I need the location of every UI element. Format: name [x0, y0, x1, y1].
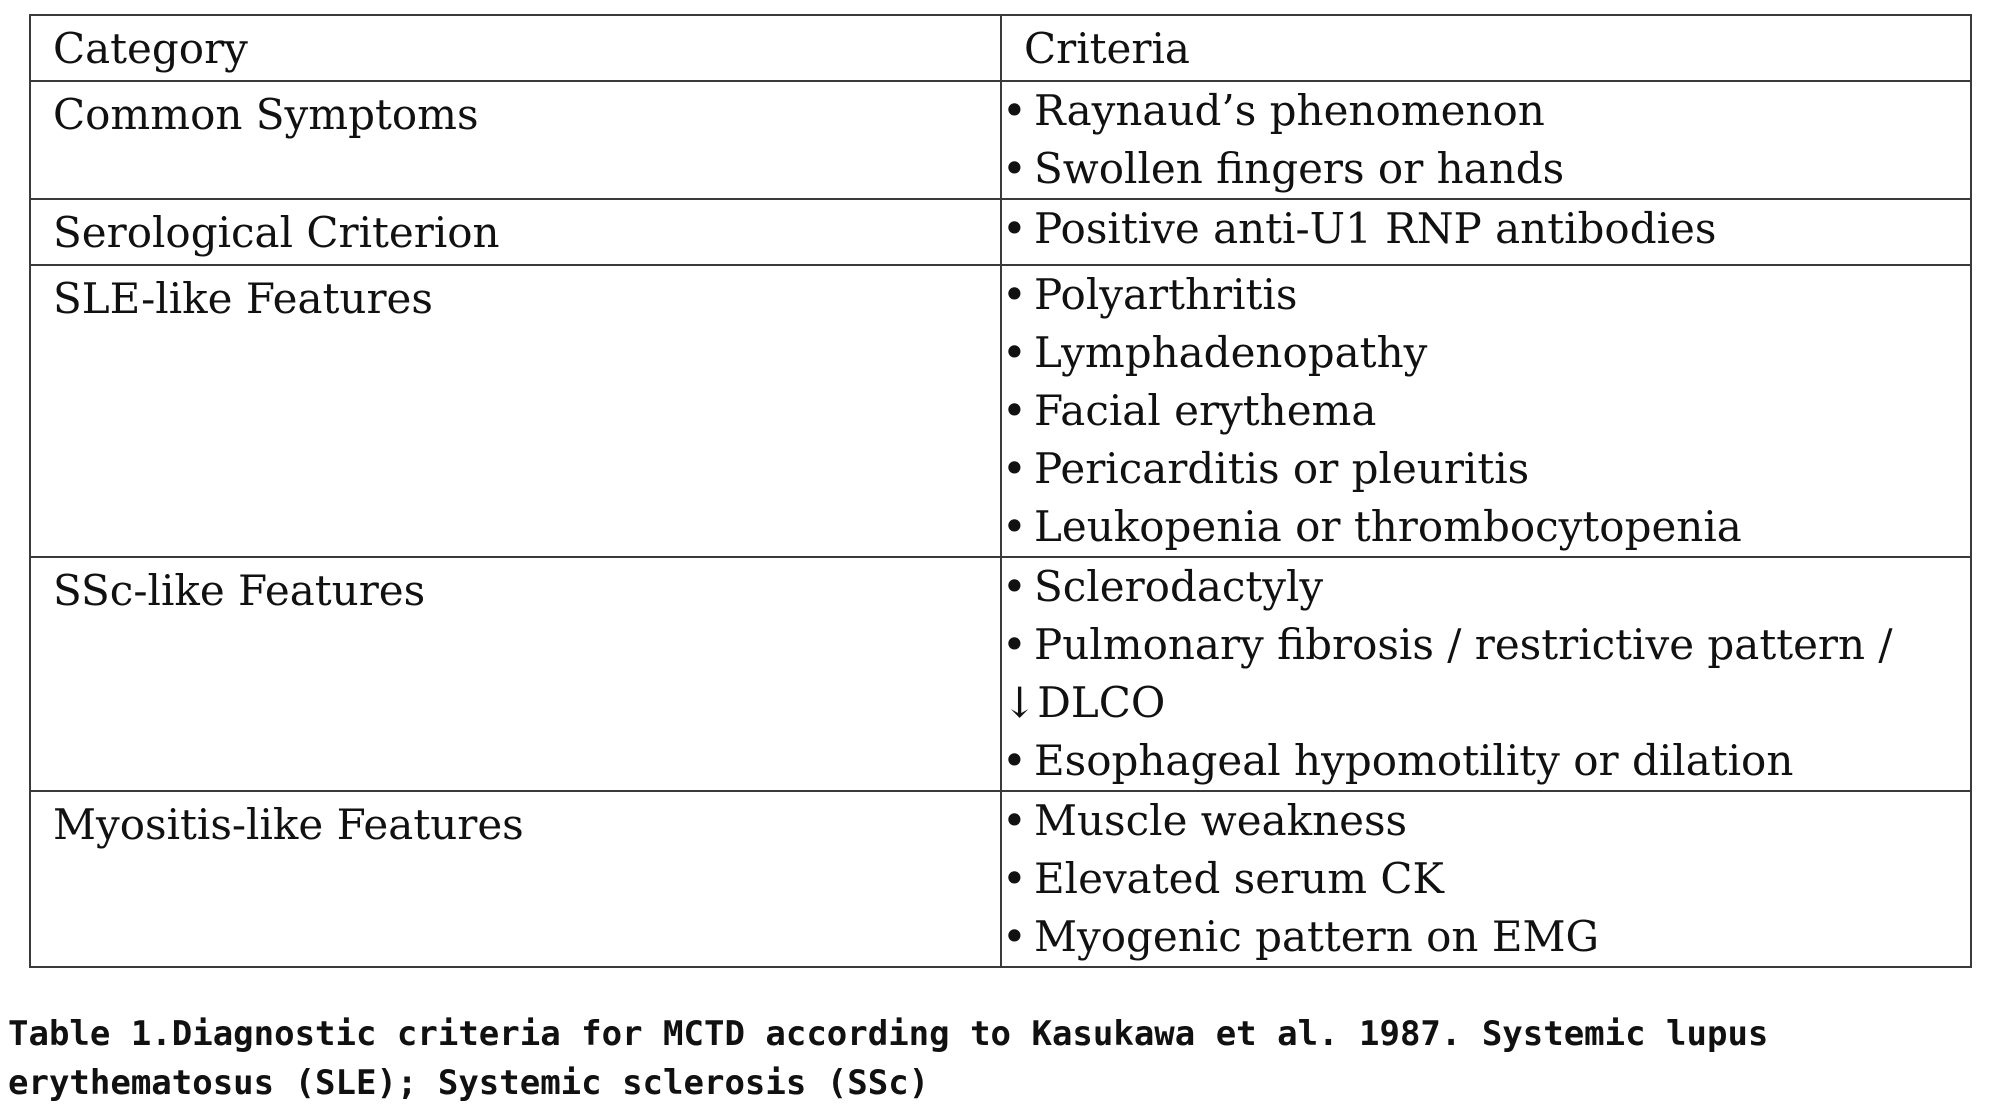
bullet-icon: • [1002, 502, 1027, 551]
category-label: Common Symptoms [53, 90, 479, 139]
table-row [30, 557, 1971, 791]
criteria-item [1002, 324, 1970, 382]
bullet-icon: • [1002, 912, 1027, 961]
bullet-icon: • [1002, 562, 1027, 611]
criteria-text: Facial erythema [1034, 386, 1377, 435]
table-caption: Table 1.Diagnostic criteria for MCTD according to Kasukawa et al. 1987. Systemic lupus erythematosus (SLE); Systemic sclerosis (SSc) [8, 1014, 1769, 1103]
criteria-item [1002, 908, 1970, 966]
table-row [30, 265, 1971, 557]
table-row [30, 81, 1971, 199]
criteria-text: Pulmonary fibrosis / restrictive pattern / ↓DLCO [1002, 620, 1893, 727]
criteria-cell [1001, 81, 1971, 199]
bullet-icon: • [1002, 86, 1027, 135]
header-category: Category [53, 24, 248, 73]
criteria-list [1002, 266, 1970, 556]
criteria-item [1002, 616, 1970, 732]
criteria-item [1002, 850, 1970, 908]
table-header-row [30, 15, 1971, 81]
header-category-cell [30, 15, 1001, 81]
criteria-text: Sclerodactyly [1034, 562, 1324, 611]
criteria-text: Swollen fingers or hands [1034, 144, 1565, 193]
category-label: Myositis-like Features [53, 800, 524, 849]
header-criteria-cell [1001, 15, 1971, 81]
category-cell [30, 199, 1001, 265]
criteria-item [1002, 498, 1970, 556]
criteria-item [1002, 558, 1970, 616]
criteria-item [1002, 382, 1970, 440]
bullet-icon: • [1002, 620, 1027, 669]
criteria-text: Pericarditis or pleuritis [1034, 444, 1530, 493]
bullet-icon: • [1002, 444, 1027, 493]
criteria-item [1002, 82, 1970, 140]
criteria-item [1002, 732, 1970, 790]
criteria-text: Muscle weakness [1034, 796, 1408, 845]
bullet-icon: • [1002, 736, 1027, 785]
criteria-list [1002, 792, 1970, 966]
criteria-text: Lymphadenopathy [1034, 328, 1428, 377]
criteria-item [1002, 266, 1970, 324]
category-cell [30, 557, 1001, 791]
criteria-item [1002, 140, 1970, 198]
bullet-icon: • [1002, 854, 1027, 903]
criteria-cell [1001, 265, 1971, 557]
table-row [30, 199, 1971, 265]
criteria-list [1002, 200, 1970, 258]
criteria-table [29, 14, 1972, 968]
criteria-list [1002, 82, 1970, 198]
category-cell [30, 265, 1001, 557]
category-label: SLE-like Features [53, 274, 433, 323]
bullet-icon: • [1002, 796, 1027, 845]
bullet-icon: • [1002, 144, 1027, 193]
criteria-list [1002, 558, 1970, 790]
category-cell [30, 81, 1001, 199]
criteria-text: Leukopenia or thrombocytopenia [1034, 502, 1742, 551]
criteria-item [1002, 440, 1970, 498]
table-row [30, 791, 1971, 967]
criteria-text: Esophageal hypomotility or dilation [1034, 736, 1794, 785]
bullet-icon: • [1002, 386, 1027, 435]
bullet-icon: • [1002, 204, 1027, 253]
criteria-text: Myogenic pattern on EMG [1034, 912, 1600, 961]
criteria-cell [1001, 557, 1971, 791]
category-label: SSc-like Features [53, 566, 426, 615]
header-criteria: Criteria [1024, 24, 1190, 73]
criteria-cell [1001, 791, 1971, 967]
bullet-icon: • [1002, 270, 1027, 319]
criteria-text: Elevated serum CK [1034, 854, 1444, 903]
category-cell [30, 791, 1001, 967]
criteria-text: Positive anti-U1 RNP antibodies [1034, 204, 1717, 253]
criteria-cell [1001, 199, 1971, 265]
bullet-icon: • [1002, 328, 1027, 377]
criteria-item [1002, 200, 1970, 258]
criteria-text: Raynaud’s phenomenon [1034, 86, 1545, 135]
category-label: Serological Criterion [53, 208, 500, 257]
criteria-item [1002, 792, 1970, 850]
criteria-text: Polyarthritis [1034, 270, 1298, 319]
